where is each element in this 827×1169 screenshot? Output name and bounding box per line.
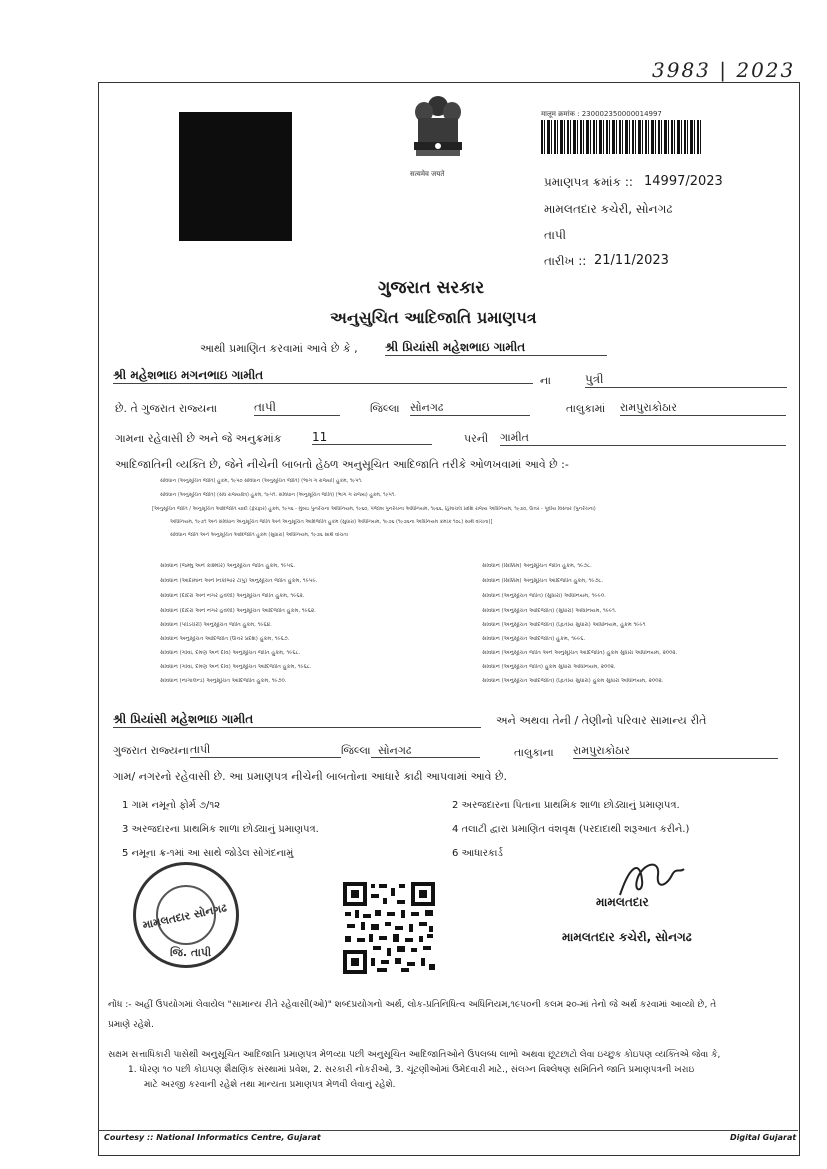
order-left: સંવિધાન (આંદામાન અને નિકોબાર ટાપુ) અનુસૂચિત જાતિ હુકમ, ૧૯૫૯.: [160, 578, 318, 584]
taluka-label: તાલુકામાં: [566, 402, 606, 415]
footer-left: Courtesy :: National Informatics Centre, Gujarat: [104, 1133, 321, 1142]
order-left: સંવિધાન અનુસૂચિત આદિજાતિ (ઉત્તર પ્રદેશ) હુકમ, ૧૯૬૭.: [160, 636, 290, 642]
cert-number-label: પ્રમાણપત્ર ક્રમાંક ::: [544, 175, 633, 189]
barcode: [541, 120, 701, 154]
order-left: સંવિધાન (જમ્મુ અને કાશ્મીર) અનુસૂચિત જાતિ હુકમ, ૧૯૫૬.: [160, 563, 296, 569]
doc-item: 4 તલાટી દ્વારા પ્રમાણિત વંશવૃક્ષ (પરદાદાથી શરૂઆત કરીને.): [452, 824, 690, 835]
village-value: રામપુરાકોઠાર: [620, 401, 786, 416]
residence-label: છે. તે ગુજરાત રાજ્યના: [115, 402, 218, 415]
order-right: સંવિધાન (અનુસૂચિત જાતિ) હુકમ સુધારા અધિનિયમ, ૨૦૦૨.: [482, 664, 616, 670]
order-left: સંવિધાન (દાદરા અને નગર હવેલી) અનુસૂચિત જાતિ હુકમ, ૧૯૬૨.: [160, 593, 305, 599]
order-right: સંવિધાન (અનુસૂચિત આદિજાતિ) (સુધારા) અધિનિયમ, ૧૯૯૧.: [482, 608, 617, 614]
seal-bottom: જિ. તાપી: [170, 946, 212, 959]
seal-text: મામલતદાર સોનગઢ: [141, 901, 228, 932]
applicant-name-2: શ્રી પ્રિયાંસી મહેશભાઇ ગામીત: [113, 712, 481, 728]
village-value-2: રામપુરાકોઠાર: [573, 744, 778, 759]
district-label: જિલ્લા: [370, 402, 400, 415]
handwritten-reference: 3983 | 2023: [652, 58, 796, 82]
issued-line: ગામ/ નગરનો રહેવાસી છે. આ પ્રમાણપત્ર નીચેની બાબતોના આધારે કાઢી આપવામાં આવે છે.: [113, 770, 508, 783]
certify-label: આથી પ્રમાણિત કરવામાં આવે છે કે ,: [200, 342, 358, 355]
tribe-label: પરની: [464, 432, 489, 445]
gov-title: ગુજરાત સરકાર: [378, 278, 485, 298]
taluka-label-2: તાલુકાના: [514, 746, 554, 759]
cert-number-value: 14997/2023: [644, 174, 723, 189]
signatory-title: મામલતદાર: [596, 895, 649, 909]
cert-title: અનુસુચિત આદિજાતિ પ્રમાણપત્ર: [330, 308, 537, 327]
state-label-2: ગુજરાત રાજ્યના: [113, 744, 189, 757]
district-label-2: જિલ્લા: [341, 744, 371, 757]
date-label: તારીખ ::: [544, 254, 587, 268]
order-right: સંવિધાન (સિક્કિમ) અનુસૂચિત આદિજાતિ હુકમ, ૧૯૭૮.: [482, 578, 604, 584]
doc-item: 3 અરજદારના પ્રાથમિક શાળા છોડ્યાનું પ્રમાણપત્ર.: [122, 824, 319, 835]
district-value-2: સોનગઢ: [378, 744, 412, 757]
order-right: સંવિધાન (અનુસૂચિત આદિજાતિ) હુકમ, ૧૯૯૬.: [482, 636, 586, 642]
order-left: સંવિધાન (ગોવા, દમણ અને દીવ) અનુસૂચિત આદિજાતિ હુકમ, ૧૯૬૮.: [160, 664, 312, 670]
order-right: સંવિધાન (અનુસૂચિત આદિજાતિ) (દ્વિતીય સુધારા) અધિનિયમ, હુકમ ૧૯૯૧: [482, 622, 646, 628]
order-left: સંવિધાન (ગોવા, દમણ અને દીવ) અનુસૂચિત જાતિ હુકમ, ૧૯૬૮.: [160, 650, 301, 656]
doc-item: 6 આધારકાર્ડ: [452, 848, 503, 859]
order-line: સંવિધાન જાતિ અને અનુસૂચિત આદિજાતિ હુકમ (સુધારા) અધિનિયમ, ૧૯૭૬ સાથે વાંચતા: [170, 532, 348, 538]
serial-value: 11: [312, 430, 432, 445]
doc-item: 5 નમૂના ક્ર-૧માં આ સાથે જોડેલ સોગંદનામું: [122, 848, 294, 859]
order-line: અધિનિયમ, ૧૯૭૧ અને સંવિધાન અનુસૂચિત જાતિ અને અનુસૂચિત આદિજાતિ હુકમ (સુધારા) અધિનિયમ, ૧૯૭૬ (૧૯૭૬ના અધિનિયમ ક્રમાંક ૧૦૮) સાથે વાંચતા)]: [170, 519, 493, 525]
signatory-office: મામલતદાર કચેરી, સોનગઢ: [562, 930, 692, 944]
order-line: સંવિધાન (અનુસૂચિત જાતિ) હુકમ, ૧૯૫૦ સંવિધાન (અનુસૂચિત જાતિ) (ભાગ ગ રાજ્યો) હુકમ, ૧૯૫૧.: [160, 478, 363, 484]
applicant-name: શ્રી પ્રિયાંસી મહેશભાઇ ગામીત: [385, 340, 607, 356]
note-line: માટે અરજી કરવાની રહેશે તથા માન્યતા પ્રમાણપત્ર મેળવી લેવાનું રહેશે.: [144, 1080, 396, 1090]
national-emblem-icon: [408, 92, 468, 170]
order-right: સંવિધાન (અનુસૂચિત જાતિ) (સુધારા) અધિનિયમ, ૧૯૯૦.: [482, 593, 606, 599]
doc-item: 1 ગામ નમૂનો ફોર્મ ૭/૧૨: [122, 800, 221, 811]
order-left: સંવિધાન (પોંડિચેરી) અનુસૂચિત જાતિ હુકમ, ૧૯૬૪.: [160, 622, 272, 628]
taluka-value-2: તાપી: [190, 743, 480, 758]
relation-value: પુત્રી: [585, 372, 787, 388]
note-line: 1. ધોરણ ૧૦ પછી કોઇપણ શૈક્ષણિક સંસ્થામાં પ્રવેશ, 2. સરકારી નોકરીઓ, 3. ચૂંટણીઓમાં ઉમેદવારી માટે., સંલગ્ન વિશ્લેષણ સમિતિને જાતિ પ્રમાણપત્રની ખરાઇ: [128, 1065, 695, 1075]
order-line: સંવિધાન (અનુસૂચિત જાતિ) (સંઘ રાજ્યક્ષેત્ર) હુકમ, ૧૯૫૧. સંવિધાન (અનુસૂચિત જાતિ) (ભાગ ગ રાજ્ય) હુકમ, ૧૯૫૧.: [160, 492, 396, 498]
district-value: સોનગઢ: [410, 401, 530, 416]
note-line: નોંધ :- અહીં ઉપયોગમાં લેવાયેલ "સામાન્ય રીતે રહેવાસી(ઓ)" શબ્દપ્રયોગનો અર્થ, લોક-પ્રતિનિધિત્વ અધિનિયમ,૧૯૫૦ની કલમ ૨૦-માં તેનો જે અર્થ કરવામાં આવ્યો છે, તે: [108, 1000, 717, 1010]
relation-na: ના: [540, 374, 551, 387]
emblem-motto: सत्यमेव जयते: [410, 170, 445, 178]
barcode-label: मालूम क्रमांक : 230002350000014997: [541, 110, 662, 118]
order-left: સંવિધાન (દાદરા અને નગર હવેલી) અનુસૂચિત આદિજાતિ હુકમ, ૧૯૬૨.: [160, 608, 316, 614]
certificate-border: [98, 82, 800, 1156]
order-right: સંવિધાન (અનુસૂચિત જાતિ અને અનુસૂચિત આદિજાતિ) હુકમ સુધારા અધિનિયમ, ૨૦૦૨.: [482, 650, 678, 656]
applicant-photo: [179, 112, 292, 241]
village-resident-label: ગામના રહેવાસી છે અને જે અનુક્રમાંક: [115, 432, 282, 445]
footer-rule: [98, 1130, 798, 1131]
order-left: સંવિધાન (નાગાલેન્ડ) અનુસૂચિત આદિજાતિ હુકમ, ૧૯૭૦.: [160, 678, 287, 684]
note-line: સક્ષમ સત્તાધિકારી પાસેથી અનુસૂચિત આદિજાતિ પ્રમાણપત્ર મેળવ્યા પછી અનુસૂચિત આદિજાતિઓને ઉપલબ્ધ લાભો અથવા છૂટછાટો લેવા ઇચ્છુક કોઇપણ વ્યક્તિએ જેવા કે,: [108, 1050, 721, 1060]
family-line: અને અથવા તેની / તેણીનો પરિવાર સામાન્ય રીતે: [496, 714, 707, 727]
footer-right: Digital Gujarat: [730, 1133, 797, 1142]
recognized-line: આદિજાતિની વ્યક્તિ છે, જેને નીચેની બાબતો હેઠળ અનુસૂચિત આદિજાતિ તરીકે ઓળખવામાં આવે છે :-: [115, 458, 569, 471]
order-line: [અનુસૂચિત જાતિ / અનુસૂચિત આદિજાતિ યાદી (ફેરફાર) હુકમ, ૧૯૫૬ - મુંબઇ પુનર્રચના અધિનિયમ, ૧૯૬૦, પંજાબ પુનર્રચના અધિનિયમ, ૧૯૬૬, હિમાચલ પ્રદેશ રાજ્ય અધિનિયમ, ૧૯૭૦, ઉત્તર - પૂર્વીય વિસ્તાર (પુનર્રચના): [152, 506, 596, 512]
tribe-value: ગામીત: [500, 431, 786, 446]
date-value: 21/11/2023: [594, 253, 669, 268]
order-right: સંવિધાન (સિક્કિમ) અનુસૂચિત જાતિ હુકમ, ૧૯૭૮.: [482, 563, 592, 569]
order-right: સંવિધાન (અનુસૂચિત આદિજાતિ) (દ્વિતીય સુધારા) હુકમ સુધારા અધિનિયમ, ૨૦૦૨.: [482, 678, 664, 684]
doc-item: 2 અરજદારના પિતાના પ્રાથમિક શાળા છોડ્યાનું પ્રમાણપત્ર.: [452, 800, 680, 811]
father-name: શ્રી મહેશભાઇ મગનભાઇ ગામીત: [113, 368, 533, 384]
taluka-value: તાપી: [254, 400, 340, 416]
qr-code: [341, 880, 437, 976]
district-line: તાપી: [544, 228, 567, 242]
office-line: મામલતદાર કચેરી, સોનગઢ: [544, 202, 673, 216]
note-line: પ્રમાણે રહેશે.: [108, 1020, 154, 1030]
signature-icon: [610, 855, 690, 900]
